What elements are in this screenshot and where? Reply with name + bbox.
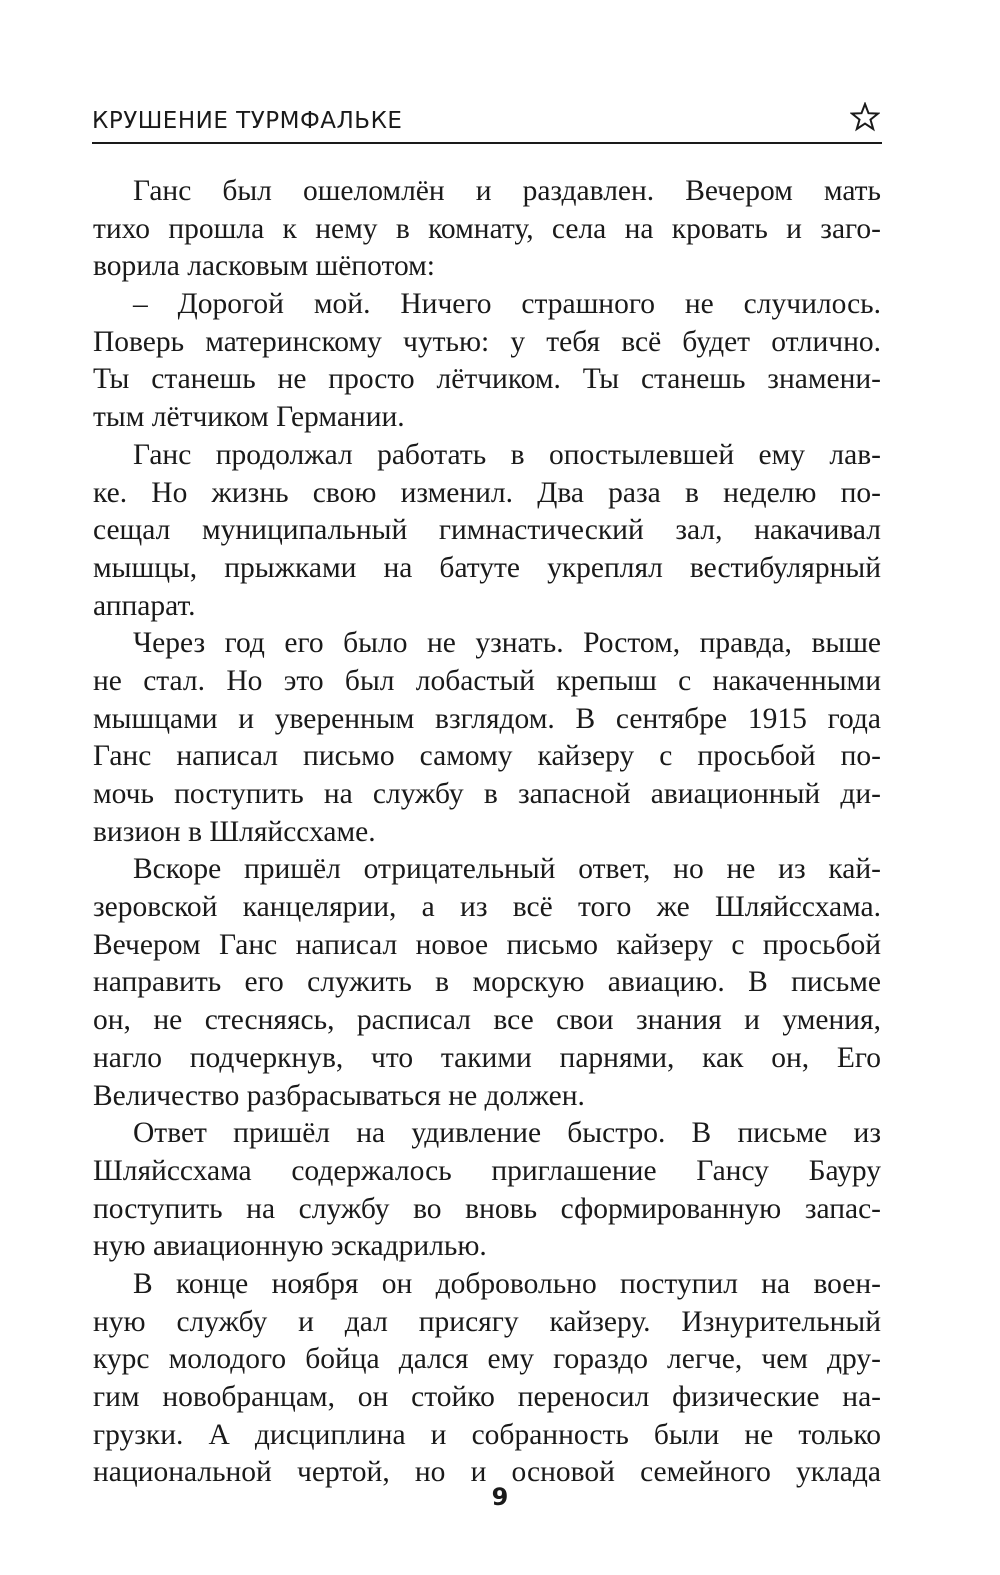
page-number: 9	[491, 1483, 509, 1511]
text-line: Через год его было не узнать. Ростом, правда, выше	[133, 627, 881, 660]
text-line: не стал. Но это был лобастый крепыш с накаченными	[93, 664, 881, 697]
text-line: сещал муниципальный гимнастический зал, накачивал	[93, 514, 881, 547]
text-line: национальной чертой, но и основой семейного уклада	[93, 1456, 881, 1489]
text-line: мышцы, прыжками на батуте укреплял вестибулярный	[93, 551, 881, 584]
text-line: тым лётчиком Германии.	[93, 401, 405, 434]
text-line: Величество разбрасываться не должен.	[93, 1079, 585, 1112]
text-line: грузки. А дисциплина и собранность были не только	[93, 1418, 881, 1451]
text-line: гим новобранцам, он стойко переносил физические на-	[93, 1381, 881, 1413]
text-line: ную службу и дал присягу кайзеру. Изнурительный	[93, 1305, 881, 1338]
text-line: мышцами и уверенным взглядом. В сентябре 1915 года	[93, 702, 881, 735]
text-line: В конце ноября он добровольно поступил на воен-	[133, 1267, 881, 1300]
text-line: Поверь материнскому чутью: у тебя всё будет отлично.	[93, 325, 881, 358]
text-line: Вскоре пришёл отрицательный ответ, но не из кай-	[133, 853, 881, 886]
text-line: направить его служить в морскую авиацию. В письме	[93, 966, 881, 999]
text-line: он, не стесняясь, расписал все свои знания и умения,	[93, 1004, 881, 1037]
text-line: курс молодого бойца дался ему гораздо легче, чем дру-	[93, 1343, 881, 1376]
text-line: Ты станешь не просто лётчиком. Ты станешь знамени-	[93, 363, 881, 396]
text-line: Вечером Ганс написал новое письмо кайзеру с просьбой	[93, 928, 881, 961]
text-line: – Дорогой мой. Ничего страшного не случилось.	[133, 288, 881, 321]
text-line: ке. Но жизнь свою изменил. Два раза в неделю по-	[93, 476, 881, 509]
text-line: Шляйссхама содержалось приглашение Гансу Бауру	[93, 1154, 881, 1187]
text-line: зеровской канцелярии, а из всё того же Шляйссхама.	[93, 891, 881, 924]
body-text	[93, 173, 881, 1492]
text-line: аппарат.	[93, 589, 196, 622]
text-line: поступить на службу во вновь сформированную запас-	[93, 1192, 881, 1225]
running-header	[92, 100, 882, 144]
text-line: Ганс написал письмо самому кайзеру с просьбой по-	[93, 740, 881, 773]
text-line: нагло подчеркнув, что такими парнями, как он, Его	[93, 1041, 881, 1074]
text-line: Ответ пришёл на удивление быстро. В письме из	[133, 1117, 881, 1150]
text-line: визион в Шляйссхаме.	[93, 815, 376, 848]
text-line: тихо прошла к нему в комнату, села на кровать и заго-	[93, 212, 881, 245]
star-outline-icon	[850, 102, 880, 132]
text-line: мочь поступить на службу в запасной авиационный ди-	[93, 778, 881, 810]
text-line: Ганс продолжал работать в опостылевшей ему лав-	[133, 438, 881, 471]
text-line: ную авиационную эскадрилью.	[93, 1230, 487, 1263]
text-line: ворила ласковым шёпотом:	[93, 250, 436, 283]
text-line: Ганс был ошеломлён и раздавлен. Вечером мать	[133, 175, 881, 207]
running-title: КРУШЕНИЕ ТУРМФАЛЬКЕ	[92, 108, 403, 134]
